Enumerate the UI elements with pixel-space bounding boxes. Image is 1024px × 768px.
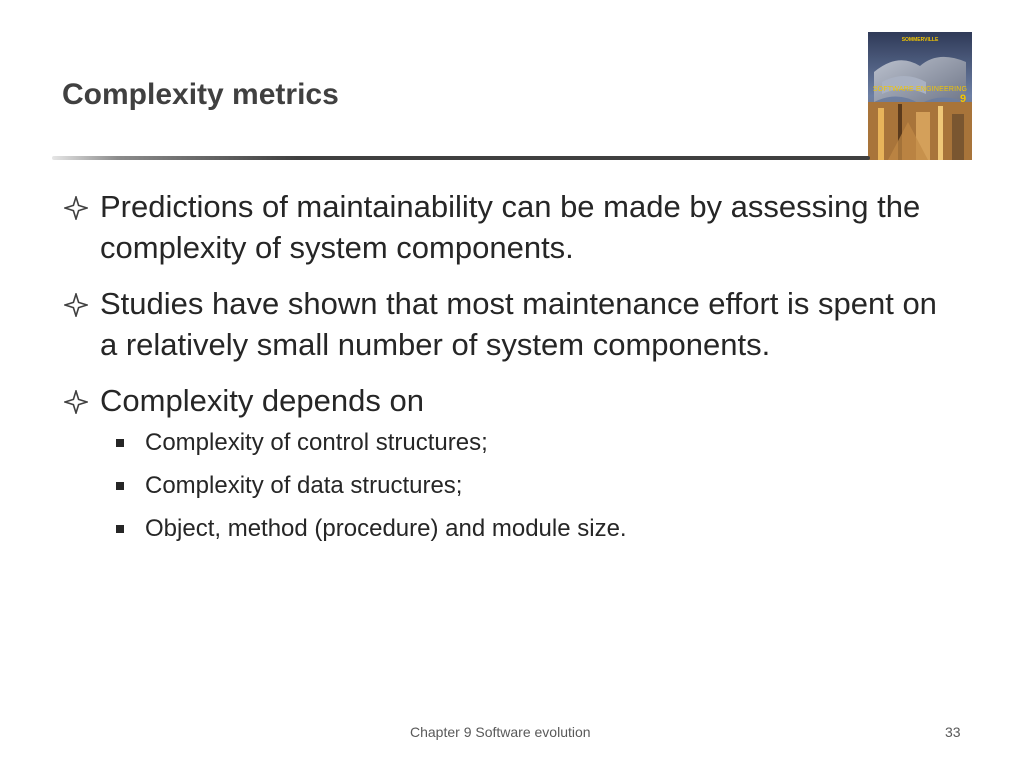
title-divider (52, 156, 870, 160)
star-bullet-icon (62, 283, 94, 324)
star-bullet-icon (62, 380, 94, 421)
bullet-item (62, 380, 962, 421)
slide-body (62, 186, 962, 557)
cover-author-text: SOMMERVILLE (901, 37, 939, 43)
bullet-text: Predictions of maintainability can be made by assessing the complexity of system components. (100, 189, 921, 265)
sub-bullet-text: Object, method (procedure) and module size. (145, 515, 627, 542)
star-bullet-icon (62, 186, 94, 227)
square-bullet-icon (116, 439, 124, 447)
sub-bullet-text: Complexity of data structures; (145, 472, 463, 499)
square-bullet-icon (116, 525, 124, 533)
book-cover-image (868, 32, 972, 160)
sub-bullet-item (62, 471, 962, 501)
sub-bullet-item (62, 514, 962, 544)
bullet-text: Studies have shown that most maintenance effort is spent on a relatively small number of system components. (100, 286, 937, 362)
page-number: 33 (945, 724, 961, 740)
cover-book-title: SOFTWARE ENGINEERING (872, 86, 968, 93)
bullet-item (62, 186, 962, 268)
sub-bullet-item (62, 428, 962, 458)
square-bullet-icon (116, 482, 124, 490)
bullet-text: Complexity depends on (100, 383, 424, 418)
sub-bullet-list (62, 428, 962, 544)
bullet-item (62, 283, 962, 365)
slide-title: Complexity metrics (62, 78, 339, 111)
sub-bullet-text: Complexity of control structures; (145, 429, 488, 456)
cover-edition: 9 (960, 93, 967, 105)
footer-chapter: Chapter 9 Software evolution (410, 724, 591, 740)
